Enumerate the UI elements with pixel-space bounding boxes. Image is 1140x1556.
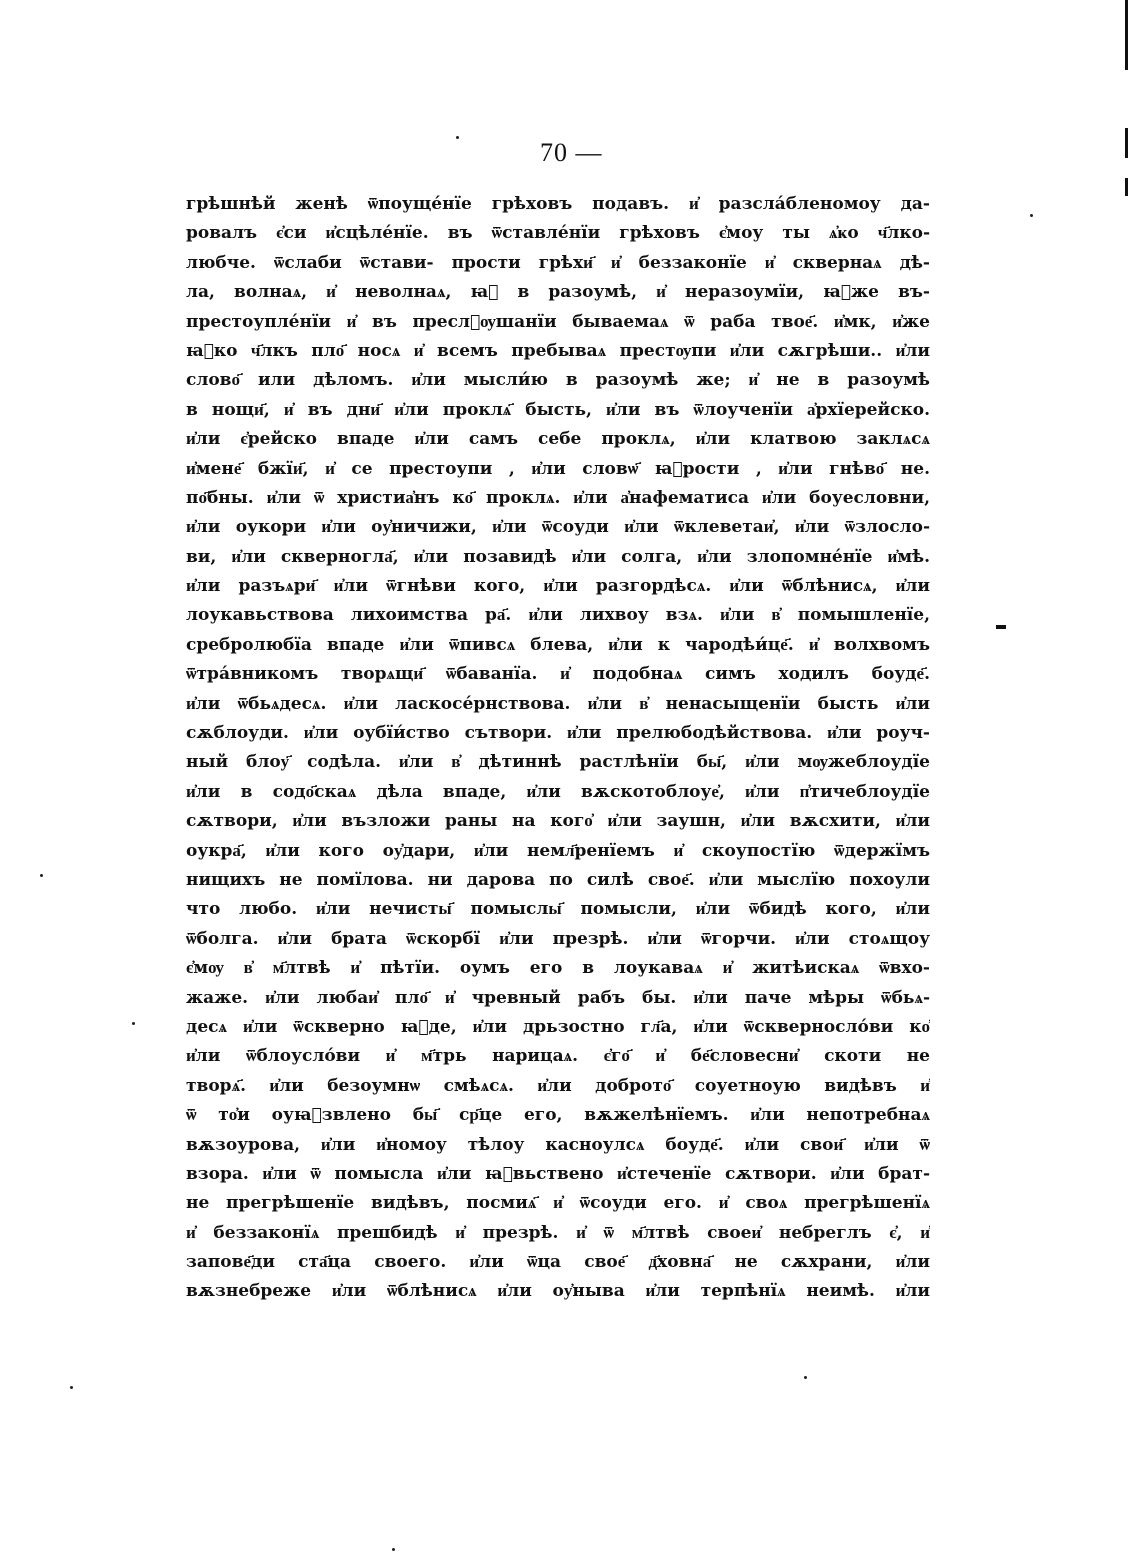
text-line: сребролюбїа впаде и҆ли ѿпивсѧ блева, и҆ли к чародѣи́це҃. и҆ волхвомъ [186,634,930,655]
text-line: не прегрѣшенїе видѣвъ, посмиѧ҃ и҆ ѿсоуди его. и҆ своѧ прегрѣшенїѧ [186,1193,930,1214]
text-line: ровалъ є҆си и҆сцѣле́нїе. въ ѿставле́нїи грѣховъ є҆моу ты ѧ҆ҝо ч҃лко- [186,223,930,244]
scan-speck [132,1022,135,1025]
text-line: и҆ли ѿблоусло́ви и҆ м҃трь нарицаѧ. є҆го҃ и҆ бе҃словесни҆ скоти не [186,1046,930,1067]
scan-speck [804,1376,807,1379]
text-line: творѧ҃. и҆ли безоумнѡ смѣѧсѧ. и҆ли доброто҃ соуетноую видѣвъ и҆ [186,1075,930,1096]
scan-speck [70,1386,73,1389]
text-line: ѿтра́вникомъ творѧщи҃ ѿбаванїа. и҆ подобнаѧ симъ ходилъ боуде҃. [186,664,930,685]
text-line: что любо. и҆ли нечисты҃ помыслы҃ помысли, и҆ли ѿбидѣ кого, и҆ли [186,899,930,920]
body-text [186,190,930,1307]
text-line: и҆ли в содо҃скаѧ дѣла впаде, и҆ли вѫскотоблоуе҆, и҆ли п҆тичеблоудїе [186,781,930,802]
text-line: вѫзнебреже и҆ли ѿблѣнисѧ и҆ли оу҆ныва и҆ли терпѣнїѧ неимѣ. и҆ли [186,1281,930,1302]
text-line: ѿ то҆и оуꙗ҆звлено бы҃ ср҃це его, вѫжелѣнїемъ. и҆ли непотребнаѧ [186,1105,930,1126]
text-line: є҆мѹ в҆ м҃лтвѣ и҆ пѣтїи. оумъ его в лоукаваѧ и҆ житѣискаѧ ѿвхо- [186,958,930,979]
text-line: вѫзоурова, и҆ли и҆номоу тѣлоу касноулсѧ боуде҃. и҆ли свои҃ и҆ли ѿ [186,1134,930,1155]
text-line: любче. ѿслаби ѿстави- прости грѣхи҃ и҆ беззаконїе и҆ сквернаѧ дѣ- [186,252,930,273]
text-line: и҆ли є҆рейско впаде и҆ли самъ себе проклѧ, и҆ли клатвою заклѧсѧ [186,429,930,450]
text-line: ла, волнаѧ, и҆ неволнаѧ, ꙗ҆ в разоумѣ, и҆ неразоумїи, ꙗ҆же въ- [186,282,930,303]
scan-speck [1030,214,1033,217]
text-line: жаже. и҆ли любаи҆ пло҃ и҆ чревный рабъ бы. и҆ли паче мѣры ѿбьѧ- [186,987,930,1008]
text-line: сѫтвори, и҆ли възложи раны на кого҆ и҆ли заушн, и҆ли вѫсхити, и҆ли [186,811,930,832]
text-line: престоупле́нїи и҆ въ пресл꙯ѹшанїи бываемаѧ ѿ раба твое҃. и҆мк, и҆же [186,311,930,332]
text-line: сѫблоуди. и҆ли оубїи́ство сътвори. и҆ли прелюбодѣйствова. и҆ли роуч- [186,723,930,744]
text-line: по҃бны. и҆ли ѿ христиа҆нъ ко҃ проклѧ. и҆ли а҆нафематиса и҆ли боуесловни, [186,487,930,508]
page-number: 70 — [540,138,603,167]
text-line: нищихъ не помїлова. ни дарова по силѣ свое҃. и҆ли мыслїю похоули [186,869,930,890]
scan-edge-mark [1125,178,1128,196]
text-line: и҆ беззаконїѧ прешбидѣ и҆ презрѣ. и҆ ѿ м҃лтвѣ своеи҆ небреглъ є҆, и҆ [186,1222,930,1243]
text-line: и҆ли оукори и҆ли оу҆ничижи, и҆ли ѿсоуди и҆ли ѿклеветаи҆, и҆ли ѿзлосло- [186,517,930,538]
scan-edge-mark [1125,0,1128,70]
scan-dash-mark [996,625,1006,629]
text-line: ѿболга. и҆ли брата ѿскорбї и҆ли презрѣ. и҆ли ѿгорчи. и҆ли стоѧщоу [186,928,930,949]
text-line: ꙗ҆ко ч҃лкъ пло҃ носѧ и҆ всемъ пребываѧ престѹпи и҆ли сѫгрѣши.. и҆ли [186,340,930,361]
text-line: ви, и҆ли скверногла҃, и҆ли позавидѣ и҆ли солга, и҆ли злопомне́нїе и҆мѣ. [186,546,930,567]
text-line: запове҃ди ста҃ца своего. и҆ли ѿца свое҃ д҃ховна҃ не сѫхрани, и҆ли [186,1252,930,1273]
text-line: слово҃ или дѣломъ. и҆ли мысли́ю в разоумѣ же; и҆ не в разоумѣ [186,370,930,391]
scan-speck [40,874,43,877]
scan-edge-mark [1125,128,1128,158]
text-line: и҆мене҃ бжїи҃, и҆ се престоупи , и҆ли словѡ҃ ꙗ҆рости , и҆ли гнѣво҃ не. [186,458,930,479]
text-line: оукра҃, и҆ли кого оу҆дари, и҆ли немл҃ренїемъ и҆ скоупостїю ѿдержїмъ [186,840,930,861]
text-line: грѣшнѣй женѣ ѿпоуще́нїе грѣховъ подавъ. и҆ разсла́бленомоу да- [186,194,930,214]
text-line: и҆ли разъѧри҃ и҆ли ѿгнѣви кого, и҆ли разгордѣсѧ. и҆ли ѿблѣнисѧ, и҆ли [186,576,930,597]
text-line: десѧ и҆ли ѿскверно ꙗ҆де, и҆ли дрьзостно гл҃а, и҆ли ѿскверносло́ви ко҆ [186,1016,930,1037]
text-line: и҆ли ѿбьѧдесѧ. и҆ли ласкосе́рнствова. и҆ли в҆ ненасыщенїи бысть и҆ли [186,693,930,714]
scan-speck [456,136,459,139]
text-line: взора. и҆ли ѿ помысла и҆ли ꙗ҆вьствено и҆стеченїе сѫтвори. и҆ли брат- [186,1163,930,1184]
scan-speck [392,1548,395,1551]
text-line: в нощи҃, и҆ въ дни҃ и҆ли проклѧ҃ бысть, и҆ли въ ѿлоученїи а҆рхїерейско. [186,399,930,420]
text-line: ный блоу҃ содѣла. и҆ли в҆ дѣтиннѣ растлѣнїи бы҃, и҆ли мѹжеблоудїе [186,752,930,773]
text-line: лоукавьствова лихоимства ра҃. и҆ли лихвоу взѧ. и҆ли в҆ помышленїе, [186,605,930,626]
